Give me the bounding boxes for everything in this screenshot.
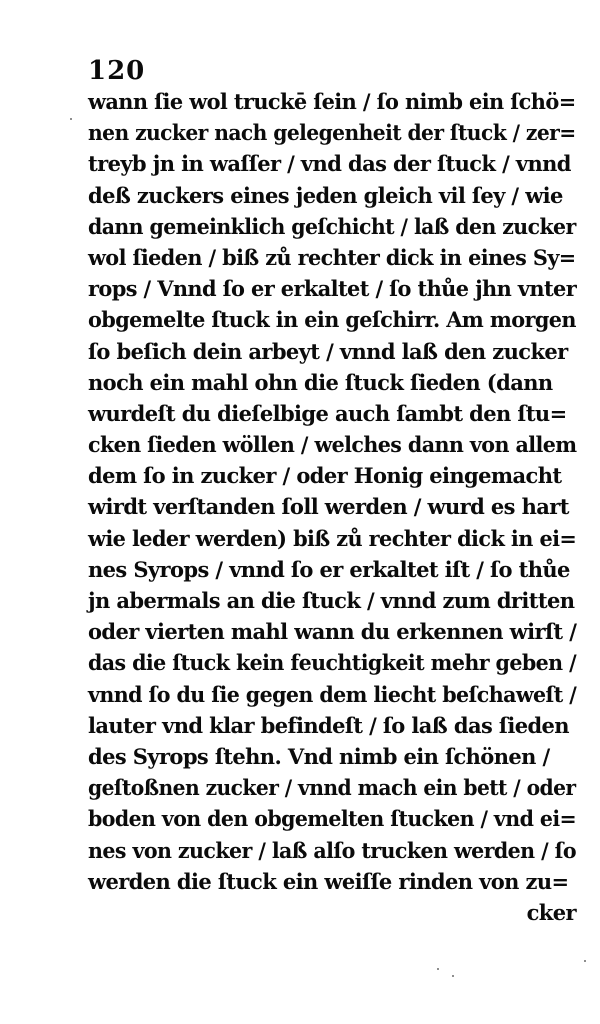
text-line: nes von zucker / laß alſo trucken werden / ſo (88, 837, 577, 863)
text-line: rops / Vnnd ſo er erkaltet / ſo thůe jhn vnter (88, 276, 577, 302)
text-line: cken ſieden wöllen / welches dann von allem (88, 432, 577, 458)
catchword: cker (526, 899, 576, 925)
text-line: ſo beſich dein arbeyt / vnnd laß den zucker (88, 338, 568, 364)
text-line: dem ſo in zucker / oder Honig eingemacht (88, 463, 562, 489)
speck (452, 975, 454, 977)
text-line: boden von den obgemelten ſtucken / vnd ei= (88, 806, 577, 832)
text-line: lauter vnd klar befindeſt / ſo laß das ſieden (88, 712, 569, 738)
text-line: nen zucker nach gelegenheit der ſtuck / zer= (88, 120, 576, 146)
text-line: wurdeſt du dieſelbige auch ſambt den ſtu= (88, 400, 567, 426)
speck (584, 960, 586, 962)
text-line: vnnd ſo du ſie gegen dem liecht beſchaweſt / (88, 681, 577, 707)
text-line: des Syrops ſtehn. Vnd nimb ein ſchönen / (88, 743, 550, 769)
page-number: 120 (88, 56, 146, 86)
text-line: obgemelte ſtuck in ein geſchirr. Am morgen (88, 307, 576, 333)
text-line: oder vierten mahl wann du erkennen wirſt / (88, 619, 577, 645)
text-line: jn abermals an die ſtuck / vnnd zum dritten (88, 588, 575, 613)
text-line: treyb jn in waſſer / vnd das der ſtuck / vnnd (88, 151, 571, 177)
text-line: deß zuckers eines jeden gleich vil ſey / wie (88, 182, 563, 208)
text-line: dann gemeinklich geſchicht / laß den zucker (88, 213, 576, 239)
text-line: wie leder werden) biß zů rechter dick in ei= (88, 525, 577, 551)
text-line: noch ein mahl ohn die ſtuck ſieden (dann (88, 369, 553, 395)
text-line: werden die ſtuck ein weiſſe rinden von zu= (88, 868, 569, 894)
text-line: geſtoßnen zucker / vnnd mach ein bett / oder (88, 775, 576, 801)
text-line: wol ſieden / biß zů rechter dick in eines Sy= (88, 244, 576, 270)
speck (70, 118, 72, 120)
text-line: das die ſtuck kein feuchtigkeit mehr geben / (88, 650, 577, 676)
text-line: nes Syrops / vnnd ſo er erkaltet iſt / ſo thůe (88, 556, 570, 582)
speck (437, 968, 439, 970)
text-line: wirdt verſtanden ſoll werden / wurd es hart (88, 494, 569, 520)
text-line: wann ſie wol truckē ſein / ſo nimb ein ſchö= (88, 89, 576, 114)
body-text (88, 86, 576, 928)
